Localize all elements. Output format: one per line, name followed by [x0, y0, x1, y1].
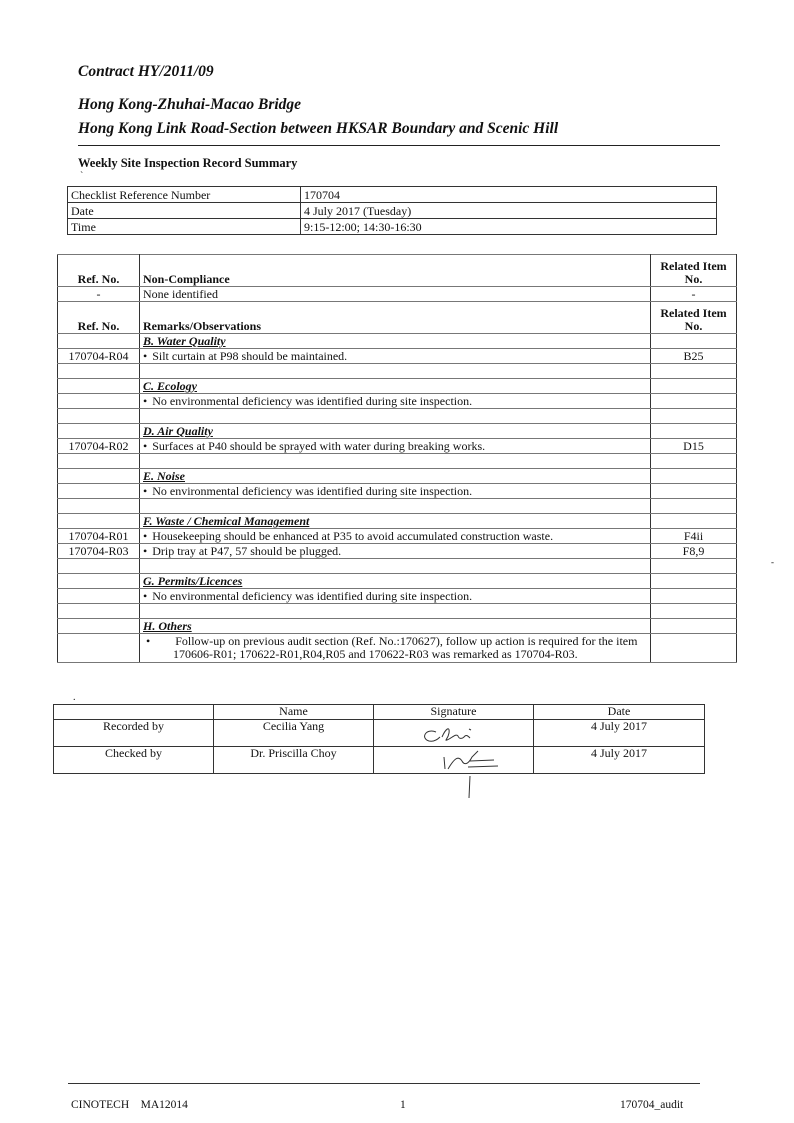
- desc-cell: [140, 529, 651, 544]
- desc-cell: [140, 349, 651, 364]
- date-cell: 4 July 2017: [534, 747, 705, 774]
- col-ref-header: Ref. No.: [58, 302, 140, 334]
- signoff-row-checked: [54, 747, 705, 774]
- section-permits-licences: G. Permits/Licences: [143, 574, 243, 588]
- related-cell: -: [651, 287, 737, 302]
- remark-text: • Drip tray at P47, 57 should be plugged.: [143, 544, 341, 558]
- name-cell: Dr. Priscilla Choy: [214, 747, 374, 774]
- section-row: [58, 379, 737, 394]
- desc-cell: [140, 544, 651, 559]
- stray-dot: .: [73, 692, 76, 703]
- table-row: [58, 287, 737, 302]
- remark-text: Follow-up on previous audit section (Ref. No.:170627), follow up action is required for the item 170606-R01; 170622-R01,R04,R05 and 170622-R03 was remarked as 170704-R03.: [173, 634, 638, 661]
- record-subtitle: Weekly Site Inspection Record Summary: [78, 156, 298, 170]
- desc-cell: [140, 394, 651, 409]
- footer-divider: [68, 1083, 700, 1084]
- role-cell: Checked by: [54, 747, 214, 774]
- remark-text: • Silt curtain at P98 should be maintained.: [143, 349, 347, 363]
- section-others: H. Others: [143, 619, 192, 633]
- col-related-header: Related Item No.: [651, 255, 737, 287]
- section-water-quality: B. Water Quality: [143, 334, 226, 348]
- desc-cell: [140, 589, 651, 604]
- blank-row: [58, 454, 737, 469]
- signature-tail: [460, 776, 480, 800]
- ref-cell: 170704-R02: [58, 439, 140, 454]
- info-row: [68, 187, 717, 203]
- inspection-table: [57, 254, 737, 663]
- section-waste-chemical: F. Waste / Chemical Management: [143, 514, 310, 528]
- remarks-header-row: [58, 302, 737, 334]
- date-cell: 4 July 2017: [534, 720, 705, 747]
- blank-row: [58, 559, 737, 574]
- table-row: [58, 484, 737, 499]
- info-value: 170704: [301, 187, 717, 203]
- ref-cell: -: [58, 287, 140, 302]
- related-cell: F8,9: [651, 544, 737, 559]
- signoff-table: [53, 704, 705, 774]
- remark-text: • No environmental deficiency was identified during site inspection.: [143, 394, 472, 408]
- ref-cell: 170704-R03: [58, 544, 140, 559]
- blank-row: [58, 409, 737, 424]
- related-cell: F4ii: [651, 529, 737, 544]
- table-row: [58, 589, 737, 604]
- signature-recorded: [374, 720, 534, 747]
- section-row: [58, 514, 737, 529]
- edge-mark: -: [771, 557, 774, 567]
- signature-checked: [374, 747, 534, 774]
- desc-cell: None identified: [140, 287, 651, 302]
- handwritten-signature: [374, 720, 534, 746]
- header-divider: [78, 145, 720, 146]
- project-title: Hong Kong-Zhuhai-Macao Bridge: [78, 96, 302, 113]
- blank-row: [58, 364, 737, 379]
- info-row: [68, 203, 717, 219]
- blank-row: [58, 499, 737, 514]
- col-date-header: Date: [534, 705, 705, 720]
- info-value: 9:15-12:00; 14:30-16:30: [301, 219, 717, 235]
- info-label: Time: [68, 219, 301, 235]
- signoff-row-recorded: [54, 720, 705, 747]
- name-cell: Cecilia Yang: [214, 720, 374, 747]
- info-label: Checklist Reference Number: [68, 187, 301, 203]
- table-row: [58, 439, 737, 454]
- table-row: [58, 349, 737, 364]
- info-label: Date: [68, 203, 301, 219]
- ref-cell: 170704-R04: [58, 349, 140, 364]
- desc-cell: [140, 439, 651, 454]
- info-value: 4 July 2017 (Tuesday): [301, 203, 717, 219]
- stray-mark: `: [80, 171, 84, 182]
- remark-text: • No environmental deficiency was identified during site inspection.: [143, 589, 472, 603]
- ref-cell: 170704-R01: [58, 529, 140, 544]
- contract-title: Contract HY/2011/09: [78, 63, 214, 80]
- col-name-header: Name: [214, 705, 374, 720]
- section-row: [58, 469, 737, 484]
- col-related-header: Related Item No.: [651, 302, 737, 334]
- section-row: [58, 574, 737, 589]
- section-noise: E. Noise: [143, 469, 185, 483]
- col-signature-header: Signature: [374, 705, 534, 720]
- handwritten-signature: [374, 747, 534, 773]
- signoff-header-row: [54, 705, 705, 720]
- info-row: [68, 219, 717, 235]
- table-row: [58, 394, 737, 409]
- related-cell: B25: [651, 349, 737, 364]
- col-noncompliance-header: Non-Compliance: [140, 255, 651, 287]
- table-row: [58, 544, 737, 559]
- table-row: [58, 634, 737, 663]
- blank-row: [58, 604, 737, 619]
- desc-cell: [140, 634, 651, 663]
- noncompliance-header-row: [58, 255, 737, 287]
- section-ecology: C. Ecology: [143, 379, 197, 393]
- remark-text: • No environmental deficiency was identified during site inspection.: [143, 484, 472, 498]
- footer-file-id: 170704_audit: [620, 1099, 684, 1111]
- footer-page-number: 1: [400, 1099, 406, 1111]
- col-remarks-header: Remarks/Observations: [140, 302, 651, 334]
- section-row: [58, 334, 737, 349]
- role-cell: Recorded by: [54, 720, 214, 747]
- desc-cell: [140, 484, 651, 499]
- table-row: [58, 529, 737, 544]
- section-row: [58, 619, 737, 634]
- col-ref-header: Ref. No.: [58, 255, 140, 287]
- checklist-info-table: [67, 186, 717, 235]
- related-cell: D15: [651, 439, 737, 454]
- section-air-quality: D. Air Quality: [143, 424, 213, 438]
- road-title: Hong Kong Link Road-Section between HKSAR Boundary and Scenic Hill: [78, 120, 559, 137]
- remark-text: • Surfaces at P40 should be sprayed with water during breaking works.: [143, 439, 485, 453]
- section-row: [58, 424, 737, 439]
- footer-company: CINOTECH MA12014: [71, 1099, 188, 1111]
- remark-text: • Housekeeping should be enhanced at P35 to avoid accumulated construction waste.: [143, 529, 553, 543]
